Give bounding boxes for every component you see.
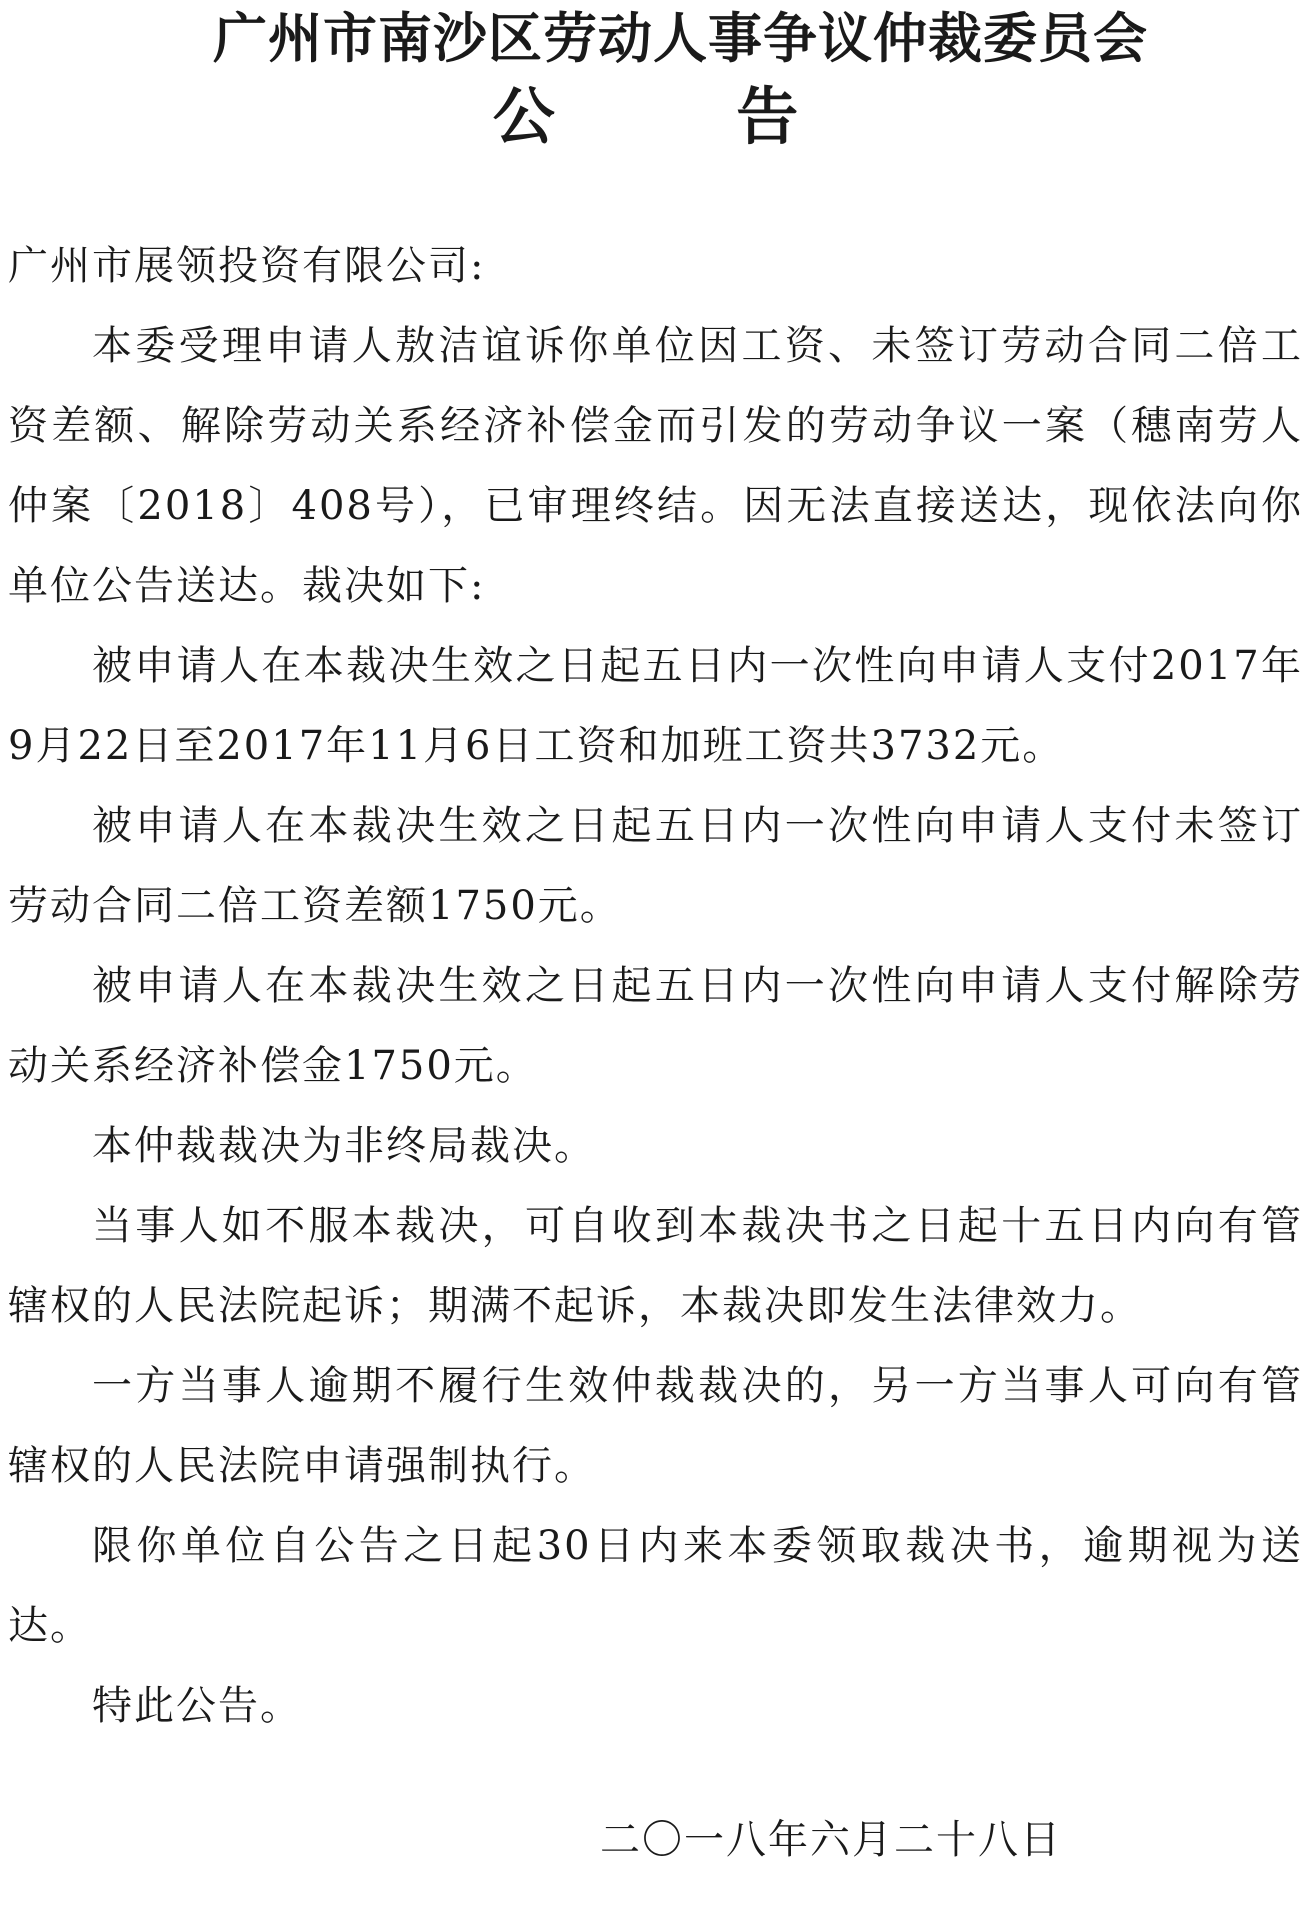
issue-date: 二〇一八年六月二十八日 xyxy=(600,1817,1062,1863)
paragraph-non-final: 本仲裁裁决为非终局裁决。 xyxy=(92,1123,596,1169)
paragraph-collection-deadline: 限你单位自公告之日起30日内来本委领取裁决书，逾期视为送达。 xyxy=(8,1523,1303,1649)
paragraph-ruling-compensation: 被申请人在本裁决生效之日起五日内一次性向申请人支付解除劳动关系经济补偿金1750元。 xyxy=(8,963,1303,1089)
paragraph-closing: 特此公告。 xyxy=(92,1683,302,1729)
paragraph-enforcement: 一方当事人逾期不履行生效仲裁裁决的，另一方当事人可向有管辖权的人民法院申请强制执行。 xyxy=(8,1363,1303,1489)
notice-heading: 公 告 xyxy=(492,80,879,153)
addressee: 广州市展领投资有限公司: xyxy=(8,243,486,289)
paragraph-ruling-double-wages: 被申请人在本裁决生效之日起五日内一次性向申请人支付未签订劳动合同二倍工资差额1750元。 xyxy=(8,803,1303,929)
notice-body xyxy=(8,226,1303,1746)
paragraph-case-intro: 本委受理申请人敖洁谊诉你单位因工资、未签订劳动合同二倍工资差额、解除劳动关系经济补偿金而引发的劳动争议一案（穗南劳人仲案〔2018〕408号），已审理终结。因无法直接送达，现依法向你单位公告送达。裁决如下: xyxy=(8,323,1303,609)
paragraph-appeal-rights: 当事人如不服本裁决，可自收到本裁决书之日起十五日内向有管辖权的人民法院起诉；期满不起诉，本裁决即发生法律效力。 xyxy=(8,1203,1303,1329)
organization-title: 广州市南沙区劳动人事争议仲裁委员会 xyxy=(213,6,1148,70)
paragraph-ruling-wages: 被申请人在本裁决生效之日起五日内一次性向申请人支付2017年9月22日至2017年11月6日工资和加班工资共3732元。 xyxy=(8,643,1303,769)
